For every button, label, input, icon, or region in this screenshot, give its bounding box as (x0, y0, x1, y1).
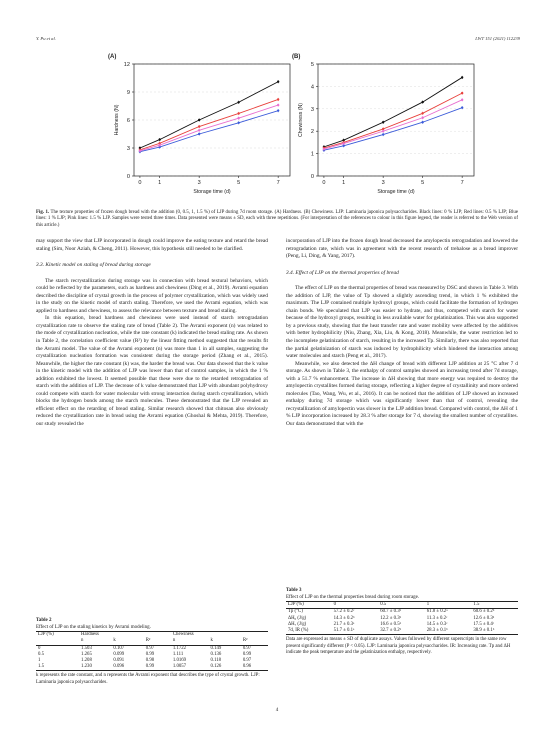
table-cell: 0.107 (113, 645, 125, 651)
table-footnote: Data are expressed as means ± SD of duplicate assays. Values followed by different superscripts in the same row present significantly different (P < 0.05). LJP: Laminaria japonica polysaccharides. IR: Increasing rate. Tp and ΔH indicate the peak temperature and the gelatinization enthalpy, respectively. (286, 637, 511, 656)
x-tick-label: 1 (158, 180, 162, 186)
table-label: Table 3 (286, 588, 302, 593)
table-header: Hardness (81, 632, 99, 638)
table-cell: 16.6 ± 0.5ᵇ (380, 621, 402, 627)
x-tick-label: 0 (322, 180, 326, 186)
table-cell: 12.6 ± 0.3ᵈ (473, 615, 495, 621)
data-point (158, 144, 160, 146)
table-cell: 60.6 ± 0.2ᵇ (473, 609, 495, 615)
y-tick-label: 3 (310, 106, 314, 113)
table-row (286, 609, 518, 616)
table-cell: 0.96 (242, 664, 252, 670)
series-line (324, 77, 462, 146)
data-point (421, 117, 423, 119)
x-tick-label: 7 (276, 180, 280, 186)
y-tick-label: 5 (310, 62, 314, 68)
figure-caption-text: The texture properties of frozen dough bread with the addition (0, 0.5, 1, 1.5 %) of LJP during 7d room storage. (A) Hardness. (B) Chewiness. LJP: Laminaria japonica polysaccharides. Black lines: 0 % LJP; Red lines: 0.5 % LJP; Blue lines: 1 % LJP; Pink lines: 1.5 % LJP. Samples were tested three times. Data presented were means ± SD, each with three repetitions. (For interpretation of the references to colour in this figure legend, the reader is referred to the Web version of this article.) (36, 210, 519, 228)
table-header: 0.5 (380, 602, 387, 608)
y-tick-label: 9 (126, 90, 130, 96)
x-tick-label: 1 (342, 180, 346, 186)
y-tick-label: 4 (310, 84, 314, 91)
paragraph: The starch recrystallization during storage was in connection with bread textural behaviors, which could be reflected by the parameters, such as hardness and chewiness (Ding et al., 2019). Avrami equation described the discipline of crystal growth in the process of polymer crystallization, which was widely used in the study on the kinetic model of starch staling. Therefore, we used the Avrami equation, which was applied to hardness and chewiness, to assess the relevance between texture and bread staling. (36, 277, 268, 314)
table-cell: 0.149 (210, 645, 222, 651)
table-cell: 12.2 ± 0.3ᵇ (380, 615, 402, 621)
figure-panel-chewiness (288, 52, 480, 198)
table-cell: 14.5 ± 0.3ᶜ (426, 621, 448, 627)
table-row (286, 628, 518, 635)
y-tick-label: 12 (123, 62, 130, 68)
y-axis-title: Hardness (N) (114, 104, 120, 136)
table-subheader: n (172, 638, 176, 644)
table-cell: 28.3 ± 0.1ᵇ (426, 628, 448, 633)
table-cell: 0.97 (242, 658, 252, 663)
right-column (286, 238, 518, 429)
table-cell: ΔH₀ (J/g) (288, 615, 307, 621)
paragraph: The effect of LJP on the thermal properties of bread was measured by DSC and shown in Table 3. With the addition of LJP, the value of Tp showed a slightly ascending trend, in which 1 % exhibited the maximum. The LJP contained multiple hydroxyl groups, which could facilitate the formation of hydrogen chain bonds. We speculated that LJP was easier to hydrate, and thus, competed with starch for water because of the hydroxyl groups, resulting in less available water for gelatinization. This was also supported by a previous study, showing that the heat transfer rate and water mobility were affected by the additives with better hydrophilicity (Niu, Zhang, Xia, Liu, & Kong, 2018). Meanwhile, the water restriction led to the incomplete gelatinization of starch, resulting in the increased Tp. Similarly, there was also reported that the partial gelatinization of starch was induced by hydrophilicity which hindered the interaction among water molecules and starch (Peng et al., 2017). (286, 285, 518, 360)
table-cell: 1.1722 (172, 645, 187, 651)
data-point (421, 101, 423, 103)
plot-frame (318, 64, 474, 176)
left-column (36, 238, 268, 429)
data-point (382, 121, 384, 123)
table-cell: ΔH₇ (J/g) (288, 621, 307, 627)
table-3 (286, 588, 518, 656)
table-cell: 17.5 ± 0.4ᵉ (473, 621, 495, 627)
y-tick-label: 1 (310, 151, 314, 158)
table-header: 1 (426, 602, 430, 608)
data-point (382, 133, 384, 135)
figure-caption-label: Fig. 1. (36, 210, 50, 215)
table-footnote: k represents the rate constant, and n represents the Avrami exponent that describes the type of crystal growth. LJP: Laminaria japonica polysaccharides. (36, 673, 260, 685)
data-point (421, 121, 423, 123)
table-cell: 11.3 ± 0.2ᶜ (426, 615, 448, 621)
data-point (237, 112, 239, 114)
section-heading: 3.4. Effect of LJP on the thermal properties of bread (286, 269, 399, 276)
table-cell: 1.5 (38, 664, 44, 670)
table-cell: 0.97 (145, 645, 155, 651)
data-point (198, 119, 200, 121)
table-cell: 0.99 (145, 651, 155, 657)
table-cell: 38.9 ± 0.1ᵇ (473, 628, 495, 633)
table-row (36, 664, 268, 671)
data-point (277, 98, 279, 100)
data-point (382, 130, 384, 132)
table-subheader: R² (242, 638, 248, 644)
data-point (237, 122, 239, 124)
data-point (421, 112, 423, 114)
data-point (198, 133, 200, 135)
data-point (461, 92, 463, 94)
table-row (36, 645, 268, 652)
data-point (277, 109, 279, 111)
table-cell: 1.265 (81, 651, 92, 657)
table-cell: 21.7 ± 0.3ᵃ (333, 621, 355, 627)
table-header: LJP (%) (38, 632, 54, 638)
table-cell: 32.7 ± 0.2ᵇ (380, 628, 402, 633)
x-axis-title: Storage time (d) (193, 189, 231, 195)
table-cell: 51.7 ± 0.1ᵃ (333, 628, 355, 633)
data-point (461, 99, 463, 101)
table-subheader: k (210, 638, 213, 644)
table-cell: 0.096 (113, 664, 125, 670)
y-tick-label: 0 (310, 174, 314, 180)
running-header-journal: LWT 151 (2021) 112239 (475, 36, 520, 41)
data-point (277, 104, 279, 106)
data-point (237, 117, 239, 119)
table-cell: 61.8 ± 0.2ᵃ (426, 609, 448, 615)
table-cell: 0.099 (113, 651, 125, 657)
table-cell: 0.98 (145, 658, 155, 663)
table-cell: 0.126 (210, 664, 222, 670)
data-point (323, 148, 325, 150)
paragraph: Meanwhile, we also detected the ΔH change of bread with different LJP addition at 25 °C after 7 d storage. As shown in Table 3, the enthalpy of control samples showed an increasing trend after 7d storage, with a 51.7 % enhancement. The increase in ΔH showing that more energy was required to destroy the amylopectin crystallites formed during storage, reflecting a higher degree of crystallinity and more ordered molecules (Tao, Wang, Wu, et al., 2016). It can be noticed that the addition of LJP showed an increased enthalpy during 7d storage which was significantly lower than that of control, revealing the recrystallization of amylopectin was slower in the LJP addition bread. Compared with control, the ΔH of 1 % LJP incorporation increased by 28.3 % after storage for 7 d, showing the smallest number of crystallites. Our data demonstrated that with the (286, 360, 518, 428)
staling-kinetics-table (36, 631, 268, 671)
table-cell: 60.7 ± 0.3ᵇ (380, 609, 402, 615)
table-label: Table 2 (36, 618, 52, 623)
table-cell: 0.99 (145, 664, 155, 670)
table-cell: 1.111 (172, 651, 184, 657)
table-header: 1.5 (473, 602, 480, 608)
figure-panel-hardness (104, 52, 296, 198)
panel-label: (A) (108, 54, 117, 60)
table-cell: 0.99 (242, 651, 252, 657)
thermal-properties-table (286, 601, 518, 635)
table-2 (36, 618, 268, 686)
x-axis-title: Storage time (d) (377, 189, 415, 195)
x-tick-label: 5 (421, 180, 425, 186)
table-cell: 0.5 (38, 651, 44, 657)
paragraph: In this equation, bread hardness and chewiness were used instead of starch retrogradation crystallization rate to observe the staling rate of bread (Table 2). The Avrami exponent (n) was related to the mode of crystallization nucleation, while the rate constant (k) indicated the bread staling rate. As shown in Table 2, the correlation coefficient value (R²) by the linear fitting method suggested that the results fit the Avrami model. The value of the Avrami exponent (n) was more than 1 in all samples, suggesting the crystallization nucleation formation was consistent during the storage period (Zhang et al., 2015). Meanwhile, the higher the rate constant (k) was, the harder the bread was. Our data showed that the k value in the kinetic model with the addition of LJP was lower than that of control samples, in which the 1 % addition exhibited the lowest. It seemed possible that these were due to the retarded retrogradation of starch with the addition of LJP. The decrease of k value demonstrated that LJP with abundant polyhydroxy could compete with starch for water molecular with strong interaction during starch crystallization, which blocks the hydrogen bonds among the starch molecules. These demonstrated that the LJP revealed an efficient effect on the retarding of bread staling. Similar research showed that chitosan also obviously reduced the crystallization rate in bread using the Avrami equation (Ghoshal & Mehta, 2019). Therefore, our study revealed the (36, 315, 268, 428)
x-tick-label: 5 (237, 180, 241, 186)
x-tick-label: 3 (197, 180, 201, 186)
paragraph: incorporation of LJP into the frozen dough bread decreased the amylopectin retrogradation and lowered the retrogradation rate, which was in agreement with the recent research of trehalose as a bread improver (Peng, Li, Ding, & Yang, 2017). (286, 238, 518, 260)
table-cell: 1.208 (81, 658, 92, 663)
data-point (461, 106, 463, 108)
y-tick-label: 3 (126, 146, 130, 152)
table-cell: 1.0169 (172, 658, 187, 663)
table-title: Effect of LJP on the staling kinetics by Avrami modeling. (36, 624, 151, 630)
data-point (342, 142, 344, 144)
hardness-chart (104, 52, 296, 198)
series-line (140, 82, 278, 148)
table-cell: 1.230 (81, 664, 92, 670)
data-point (237, 101, 239, 103)
table-cell: 0.97 (242, 645, 252, 651)
series-line (140, 99, 278, 149)
figure-caption (36, 210, 518, 229)
table-cell: 0.136 (210, 651, 222, 657)
data-point (198, 129, 200, 131)
table-subheader: R² (145, 638, 151, 644)
table-cell: 0.118 (210, 658, 222, 663)
data-point (461, 76, 463, 78)
table-header: 0 (333, 602, 336, 608)
panel-label: (B) (292, 54, 301, 60)
table-subheader: k (113, 638, 116, 644)
data-point (277, 81, 279, 83)
data-point (158, 138, 160, 140)
y-axis-title: Chewiness (N) (298, 102, 304, 138)
x-tick-label: 3 (381, 180, 385, 186)
table-header: LJP (%) (288, 602, 304, 608)
table-cell: Tp (°C) (288, 609, 303, 615)
table-cell: 0.091 (113, 658, 125, 663)
table-cell: 1.0057 (172, 664, 187, 670)
section-heading: 3.3. Kinetic model on staling of bread during storage (36, 262, 151, 269)
table-cell: 57.2 ± 0.2ᶜ (333, 609, 355, 615)
y-tick-label: 2 (310, 129, 314, 136)
data-point (198, 125, 200, 127)
y-tick-label: 0 (126, 174, 130, 180)
x-tick-label: 7 (460, 180, 464, 186)
table-cell: 0 (38, 645, 41, 651)
x-tick-label: 0 (138, 180, 142, 186)
chewiness-chart (288, 52, 480, 198)
table-cell: 7d, IR (%) (288, 628, 309, 633)
page-number: 4 (275, 708, 279, 713)
table-cell: 1.503 (81, 645, 92, 651)
table-title: Effect of LJP on the thermal properties bread during room storage. (286, 594, 420, 600)
paragraph: may support the view that LJP incorporated in dough could improve the eating texture and retard the bread staling (Sim, Noor Aziah, & Cheng, 2011). However, this hypothesis still needed to be clarified. (36, 238, 268, 252)
table-cell: 14.3 ± 0.2ᵇ (333, 615, 355, 621)
table-subheader: n (81, 638, 84, 644)
table-header: Chewiness (172, 632, 194, 638)
running-header-authors: Y. Pu et al. (36, 36, 56, 41)
y-tick-label: 6 (126, 118, 130, 124)
data-point (139, 150, 141, 152)
table-cell: 1 (38, 658, 41, 663)
